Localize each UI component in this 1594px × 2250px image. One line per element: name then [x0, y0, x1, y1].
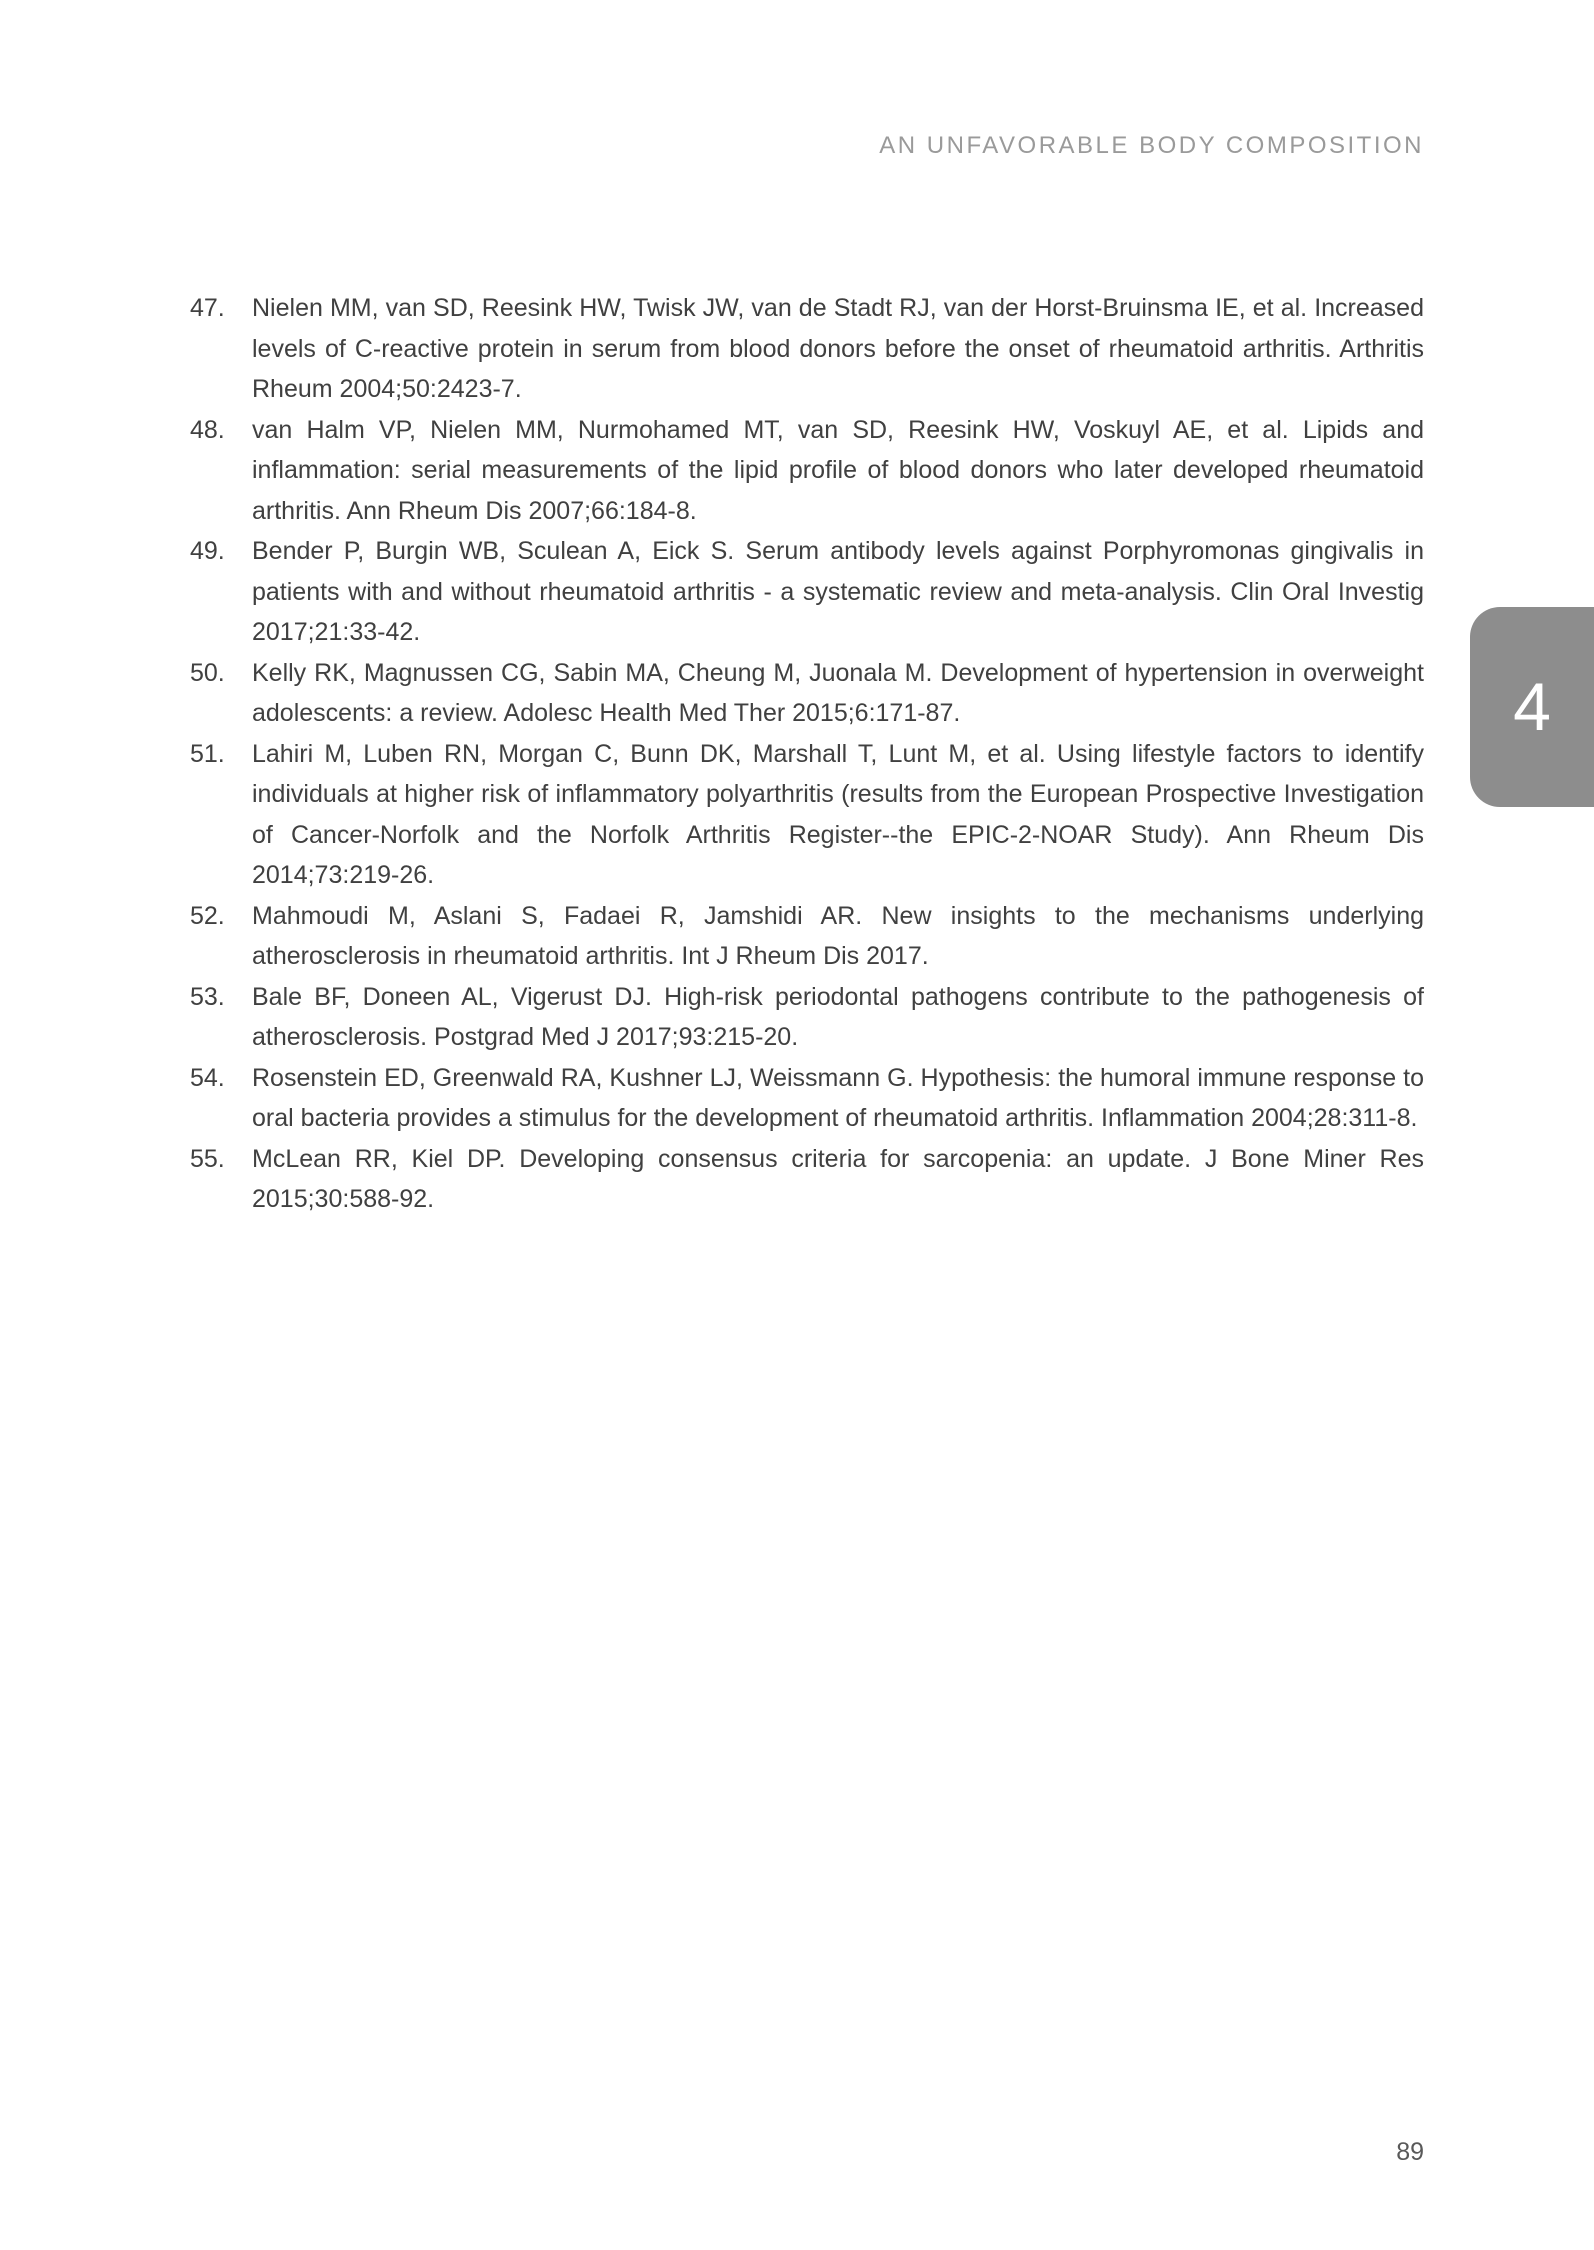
- reference-text: Kelly RK, Magnussen CG, Sabin MA, Cheung M, Juonala M. Development of hypertension in overweight adolescents: a review. Adolesc Health Med Ther 2015;6:171-87.: [252, 658, 1424, 727]
- reference-item: [190, 410, 1424, 532]
- reference-text: Rosenstein ED, Greenwald RA, Kushner LJ, Weissmann G. Hypothesis: the humoral immune response to oral bacteria provides a stimulus for the development of rheumatoid arthritis. Inflammation 2004;28:311-8.: [252, 1063, 1424, 1132]
- reference-text: van Halm VP, Nielen MM, Nurmohamed MT, van SD, Reesink HW, Voskuyl AE, et al. Lipids and inflammation: serial measurements of the lipid profile of blood donors who later developed rheumatoid arthritis. Ann Rheum Dis 2007;66:184-8.: [252, 415, 1424, 525]
- reference-text: Bale BF, Doneen AL, Vigerust DJ. High-risk periodontal pathogens contribute to the pathogenesis of atherosclerosis. Postgrad Med J 2017;93:215-20.: [252, 982, 1424, 1051]
- reference-number: 47.: [190, 294, 225, 322]
- running-header: AN UNFAVORABLE BODY COMPOSITION: [879, 132, 1424, 159]
- reference-number: 51.: [190, 739, 225, 768]
- page-number: 89: [1396, 2138, 1424, 2166]
- reference-number: 53.: [190, 982, 225, 1011]
- reference-number: 52.: [190, 901, 225, 930]
- reference-item: [190, 1139, 1424, 1220]
- reference-text: Bender P, Burgin WB, Sculean A, Eick S. Serum antibody levels against Porphyromonas gingivalis in patients with and without rheumatoid arthritis - a systematic review and meta-analysis. Clin Oral Investig 2017;21:33-42.: [252, 537, 1424, 646]
- reference-number: 49.: [190, 537, 225, 565]
- chapter-tab: [1470, 607, 1594, 807]
- reference-item: [190, 1058, 1424, 1139]
- reference-text: Nielen MM, van SD, Reesink HW, Twisk JW, van de Stadt RJ, van der Horst-Bruinsma IE, et al. Increased levels of C-reactive protein in serum from blood donors before the onset of rheumatoid arthritis. Arthritis Rheum 2004;50:2423-7.: [252, 294, 1424, 403]
- reference-list: [190, 288, 1424, 1220]
- reference-text: Lahiri M, Luben RN, Morgan C, Bunn DK, Marshall T, Lunt M, et al. Using lifestyle factors to identify individuals at higher risk of inflammatory polyarthritis (results from the European Prospective Investigation of Cancer-Norfolk and the Norfolk Arthritis Register--the EPIC-2-NOAR Study). Ann Rheum Dis 2014;73:219-26.: [252, 739, 1424, 889]
- reference-number: 48.: [190, 415, 225, 444]
- reference-number: 50.: [190, 658, 225, 687]
- reference-item: [190, 896, 1424, 977]
- chapter-number: 4: [1513, 669, 1551, 745]
- reference-text: Mahmoudi M, Aslani S, Fadaei R, Jamshidi AR. New insights to the mechanisms underlying atherosclerosis in rheumatoid arthritis. Int J Rheum Dis 2017.: [252, 901, 1424, 970]
- reference-item: [190, 288, 1424, 410]
- reference-item: [190, 653, 1424, 734]
- reference-number: 55.: [190, 1144, 225, 1173]
- reference-text: McLean RR, Kiel DP. Developing consensus criteria for sarcopenia: an update. J Bone Miner Res 2015;30:588-92.: [252, 1144, 1424, 1213]
- reference-number: 54.: [190, 1063, 225, 1092]
- reference-item: [190, 531, 1424, 653]
- reference-item: [190, 734, 1424, 896]
- reference-item: [190, 977, 1424, 1058]
